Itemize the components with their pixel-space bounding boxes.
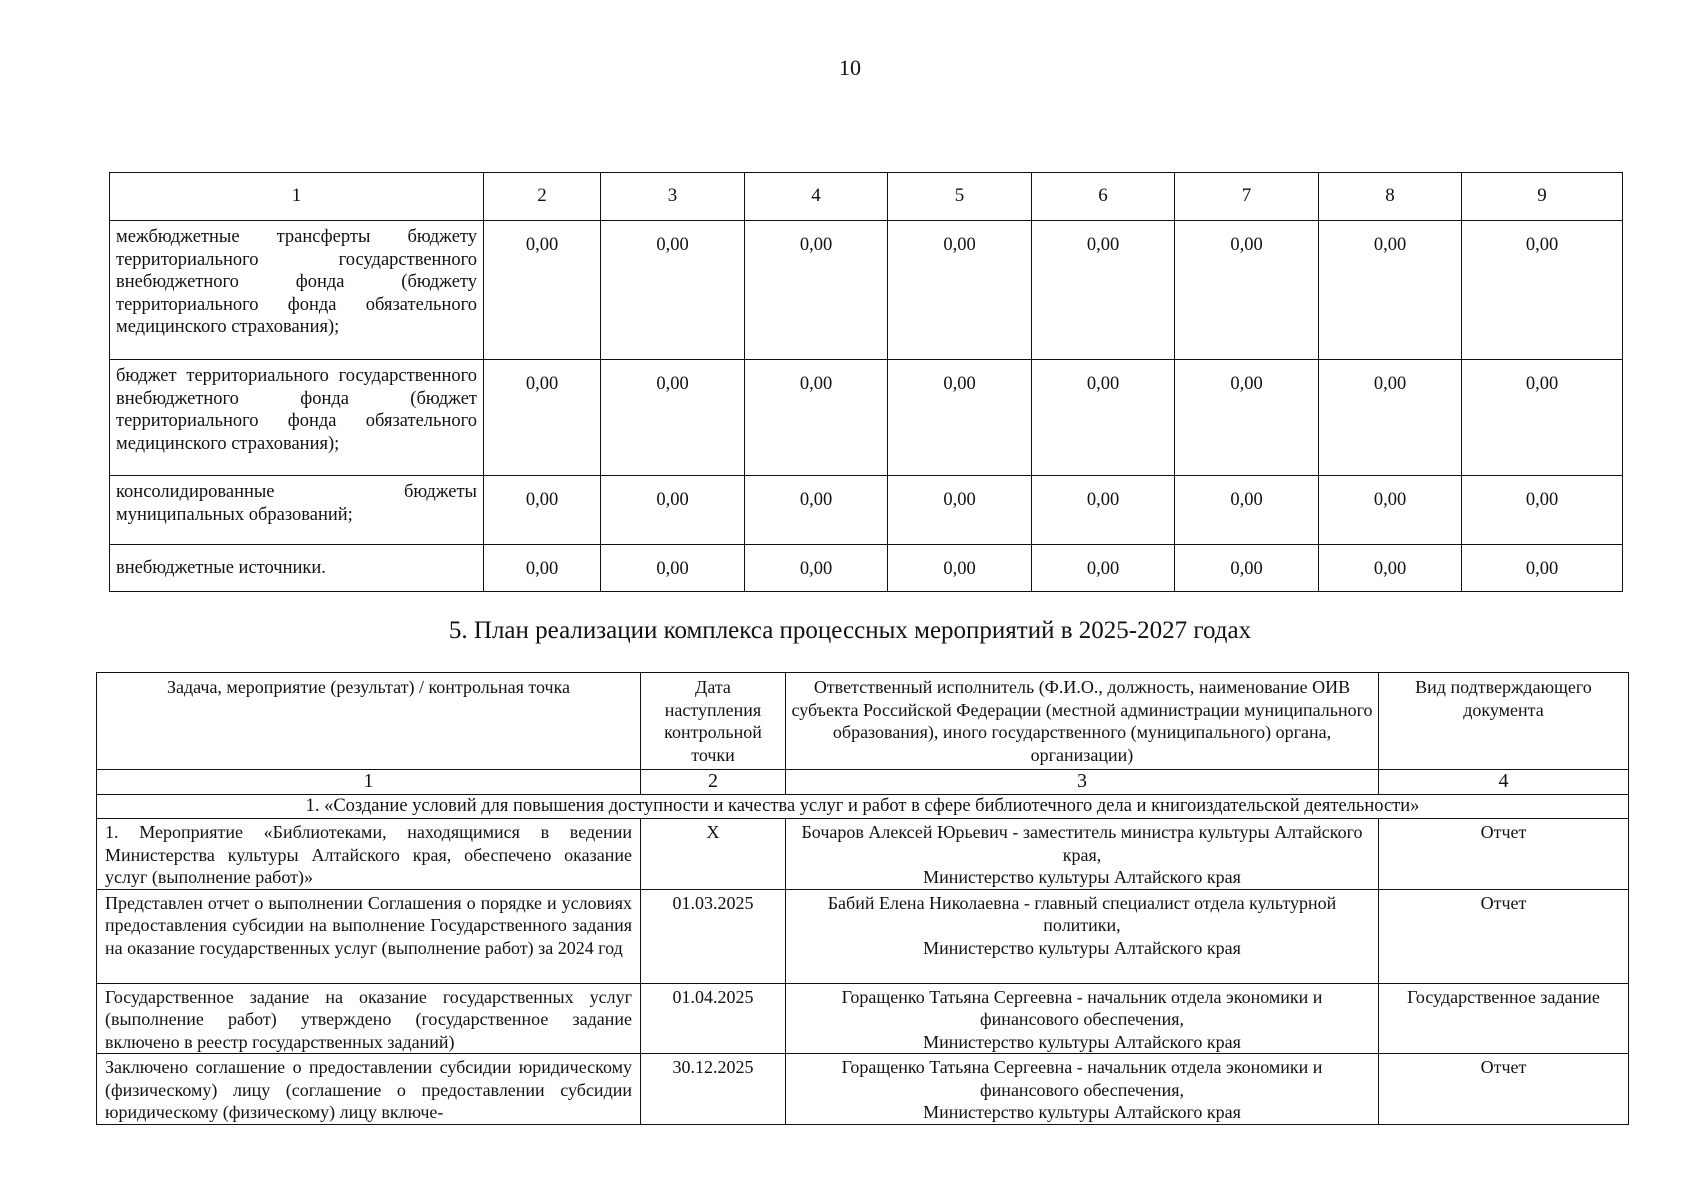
plan-column-numbers-row: [97, 770, 1629, 795]
funding-value: 0,00: [1032, 221, 1175, 360]
funding-value: 0,00: [745, 221, 888, 360]
plan-table: [96, 672, 1629, 1125]
funding-col-header: 7: [1175, 173, 1319, 221]
executor-person: Горащенко Татьяна Сергеевна - начальник отдела экономики и финансового обеспечения,: [841, 1057, 1323, 1100]
plan-task-cell: Представлен отчет о выполнении Соглашения о порядке и условиях предоставления субсидии на выполнение Государственного задания на оказание государственных услуг (выполнение работ) за 2024 год: [97, 889, 641, 983]
page-number: 10: [839, 55, 861, 80]
funding-table-header-row: [110, 173, 1623, 221]
plan-col-number: 2: [641, 770, 786, 795]
funding-value: 0,00: [484, 221, 601, 360]
funding-value: 0,00: [745, 545, 888, 592]
funding-col-header: 5: [888, 173, 1032, 221]
funding-value: 0,00: [1175, 360, 1319, 476]
table-row: [97, 983, 1629, 1054]
funding-col-header: 6: [1032, 173, 1175, 221]
funding-value: 0,00: [484, 360, 601, 476]
funding-value: 0,00: [1319, 545, 1462, 592]
funding-value: 0,00: [1319, 221, 1462, 360]
plan-date-cell: 01.04.2025: [641, 983, 786, 1054]
funding-row-label: бюджет территориального государственного внебюджетного фонда (бюджет территориального фонда обязательного медицинского страхования);: [110, 360, 484, 476]
plan-col-header: Ответственный исполнитель (Ф.И.О., должность, наименование ОИВ субъекта Российской Федерации (местной администрации муниципального образования), иного государственного (муниципального) органа, организации): [786, 673, 1379, 770]
funding-value: 0,00: [601, 476, 745, 545]
table-row: [97, 1054, 1629, 1125]
funding-value: 0,00: [888, 360, 1032, 476]
plan-executor-cell: [786, 983, 1379, 1054]
funding-value: 0,00: [1462, 221, 1623, 360]
plan-date-cell: 01.03.2025: [641, 889, 786, 983]
funding-value: 0,00: [1175, 221, 1319, 360]
plan-document-cell: Отчет: [1379, 819, 1629, 890]
funding-row-label: внебюджетные источники.: [110, 545, 484, 592]
plan-executor-cell: [786, 889, 1379, 983]
plan-task-cell: Государственное задание на оказание государственных услуг (выполнение работ) утверждено (государственное задание включено в реестр государственных заданий): [97, 983, 641, 1054]
plan-date-cell: X: [641, 819, 786, 890]
table-row: [110, 476, 1623, 545]
plan-col-header: Вид подтверждающего документа: [1379, 673, 1629, 770]
funding-value: 0,00: [1319, 476, 1462, 545]
plan-document-cell: Отчет: [1379, 1054, 1629, 1125]
plan-task-cell: Заключено соглашение о предоставлении субсидии юридическому (физическому) лицу (соглашение о предоставлении субсидии юридическому (физическому) лицу включе-: [97, 1054, 641, 1125]
funding-value: 0,00: [1032, 360, 1175, 476]
table-row: [110, 221, 1623, 360]
funding-value: 0,00: [601, 545, 745, 592]
executor-person: Горащенко Татьяна Сергеевна - начальник отдела экономики и финансового обеспечения,: [841, 986, 1323, 1029]
plan-col-header: Задача, мероприятие (результат) / контрольная точка: [97, 673, 641, 770]
plan-col-number: 3: [786, 770, 1379, 795]
table-row: [97, 889, 1629, 983]
plan-executor-cell: [786, 819, 1379, 890]
plan-executor-cell: [786, 1054, 1379, 1125]
funding-value: 0,00: [1319, 360, 1462, 476]
plan-date-cell: 30.12.2025: [641, 1054, 786, 1125]
executor-org: Министерство культуры Алтайского края: [923, 867, 1241, 887]
funding-value: 0,00: [1032, 545, 1175, 592]
funding-value: 0,00: [484, 545, 601, 592]
funding-col-header: 1: [110, 173, 484, 221]
funding-value: 0,00: [601, 221, 745, 360]
funding-col-header: 3: [601, 173, 745, 221]
funding-value: 0,00: [484, 476, 601, 545]
funding-value: 0,00: [1462, 476, 1623, 545]
funding-value: 0,00: [888, 545, 1032, 592]
plan-document-cell: Государственное задание: [1379, 983, 1629, 1054]
funding-value: 0,00: [1175, 545, 1319, 592]
table-row: [110, 360, 1623, 476]
executor-org: Министерство культуры Алтайского края: [923, 1031, 1241, 1052]
executor-person: Бабий Елена Николаевна - главный специалист отдела культурной политики,: [827, 892, 1337, 935]
funding-col-header: 4: [745, 173, 888, 221]
section-title: 5. План реализации комплекса процессных мероприятий в 2025-2027 годах: [448, 617, 1252, 644]
funding-value: 0,00: [1462, 545, 1623, 592]
plan-task-row: [97, 795, 1629, 819]
plan-document-cell: Отчет: [1379, 889, 1629, 983]
funding-value: 0,00: [745, 360, 888, 476]
plan-table-header-row: [97, 673, 1629, 770]
funding-value: 0,00: [888, 476, 1032, 545]
funding-col-header: 9: [1462, 173, 1623, 221]
executor-org: Министерство культуры Алтайского края: [923, 1102, 1241, 1122]
executor-org: Министерство культуры Алтайского края: [923, 937, 1241, 958]
plan-col-number: 1: [97, 770, 641, 795]
funding-col-header: 8: [1319, 173, 1462, 221]
funding-value: 0,00: [888, 221, 1032, 360]
funding-value: 0,00: [1175, 476, 1319, 545]
plan-col-header: Дата наступления контрольной точки: [641, 673, 786, 770]
funding-table: [109, 172, 1623, 592]
executor-person: Бочаров Алексей Юрьевич - заместитель министра культуры Алтайского края,: [801, 822, 1363, 865]
plan-task-title: 1. «Создание условий для повышения доступности и качества услуг и работ в сфере библиотечного дела и книгоиздательской деятельности»: [97, 795, 1629, 819]
table-row: [110, 545, 1623, 592]
funding-row-label: межбюджетные трансферты бюджету территориального государственного внебюджетного фонда (бюджету территориального фонда обязательного медицинского страхования);: [110, 221, 484, 360]
table-row: [97, 819, 1629, 890]
plan-task-cell: 1. Мероприятие «Библиотеками, находящимися в ведении Министерства культуры Алтайского края, обеспечено оказание услуг (выполнение работ)»: [97, 819, 641, 890]
funding-value: 0,00: [745, 476, 888, 545]
funding-value: 0,00: [1462, 360, 1623, 476]
funding-col-header: 2: [484, 173, 601, 221]
funding-value: 0,00: [1032, 476, 1175, 545]
plan-col-number: 4: [1379, 770, 1629, 795]
funding-row-label: консолидированные бюджеты муниципальных образований;: [110, 476, 484, 545]
funding-value: 0,00: [601, 360, 745, 476]
